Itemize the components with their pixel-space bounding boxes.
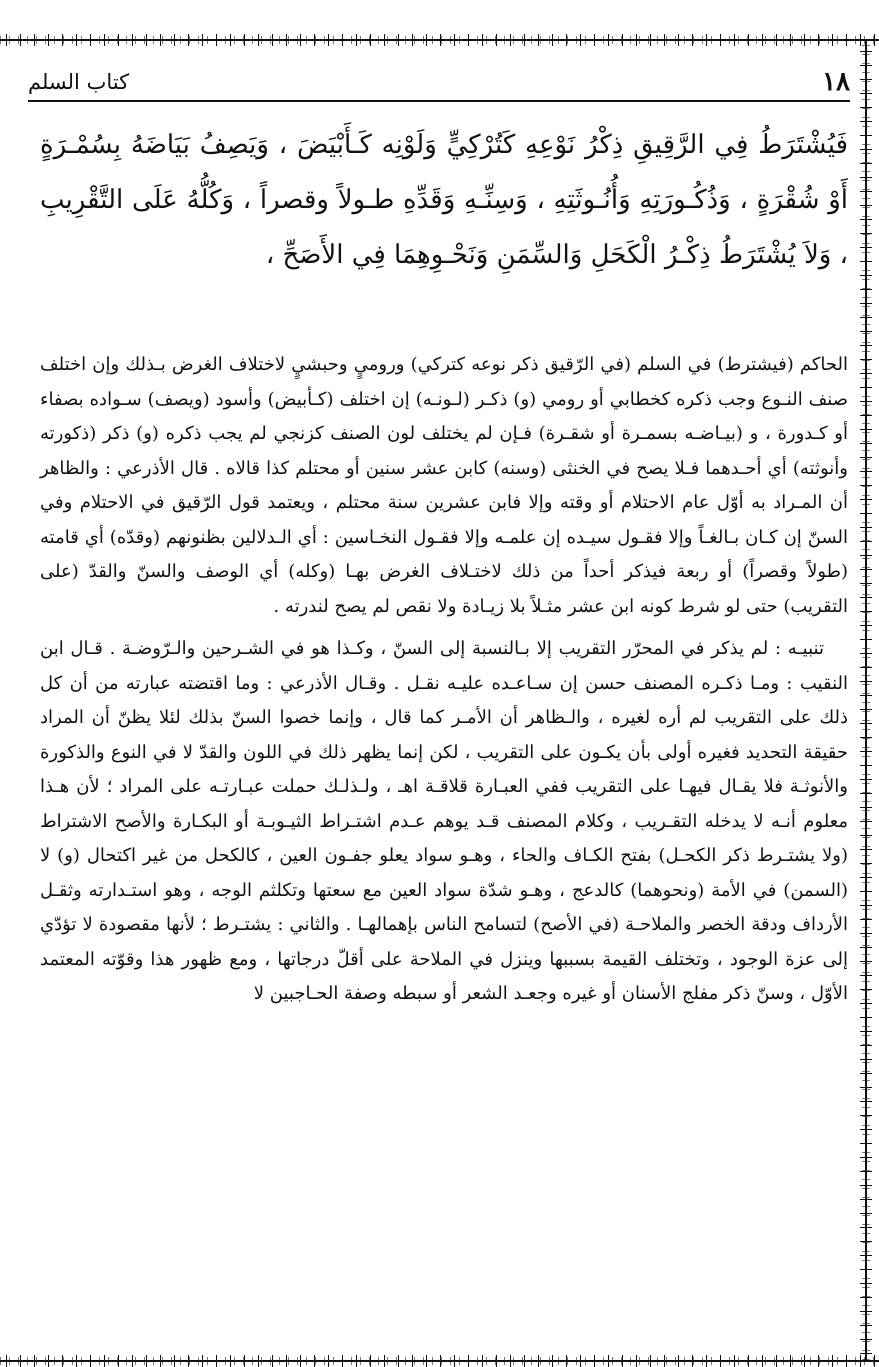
page-header: [28, 62, 850, 102]
decorative-border-top: [0, 34, 879, 46]
sharh-commentary: [40, 348, 848, 1012]
page-number: ١٨: [822, 67, 850, 97]
sharh-paragraph: الحاكم (فيشترط) في السلم (في الرّقيق ذكر نوعه كتركي) وروميٍ وحبشيٍ لاختلاف الغرض بـذلك وإن اختلف صنف النـوع وجب ذكره كخطابي أو رومي (و) ذكـر (لـونـه) إن اختلف (كـأبيض) وأسود (ويصف) سـواده بصفاء أو كـدورة ، و (بيـاضـه بسمـرة أو شقـرة) فـإن لم يختلف لون الصنف كزنجي لم يجب ذكره (و) ذكر (ذكورته وأنوثته) أي أحـدهما فـلا يصح في الخنثى (وسنه) كابن عشر سنين أو محتلم كذا قالاه . قال الأذرعي : والظاهر أن المـراد به أوّل عام الاحتلام أو وقته وإلا فابن عشرين سنة محتلم ، ويعتمد قول الرّقيق في الاحتلام وفي السنّ إن كـان بـالغـاً وإلا فقـول سيـده إن علمـه وإلا فقـول النخـاسين : أي الـدلالين بظنونهم (وقدّه) أي قامته (طولاً وقصراً) أو ربعة فيذكر أحداً من ذلك لاختـلاف الغرض بهـا (وكله) أي الوصف والسنّ والقدّ (على التقريب) حتى لو شرط كونه ابن عشر مثـلاً بلا زيـادة ولا نقص لم يصح لندرته .: [40, 354, 848, 617]
header-rule: [28, 100, 850, 102]
decorative-border-bottom: [0, 1355, 879, 1367]
matn-text: فَيُشْتَرَطُ فِي الرَّقِيقِ ذِكْرُ نَوْعِهِ كَتُرْكِيٍّ وَلَوْنِه كَـأَبْيَضَ ، وَيَصِفُ بَيَاضَهُ بِسُمْـرَةٍ أَوْ شُقْرَةٍ ، وَذُكُـورَتِهِ وَأُنُـوثَتِهِ ، وَسِنِّـهِ وَقَدِّهِ طـولاً وقصراً ، وَكُلُّهُ عَلَى التَّقْرِيبِ ، وَلاَ يُشْتَرَطُ ذِكْـرُ الْكَحَلِ وَالسِّمَنِ وَنَحْـوِهِمَا فِي الأَصَحِّ ،: [40, 130, 848, 270]
book-title: كتاب السلم: [28, 70, 130, 94]
decorative-border-right: [860, 40, 872, 1360]
sharh-paragraph-tanbih: تنبيـه : لم يذكر في المحرّر التقريب إلا بـالنسبة إلى السنّ ، وكـذا هو في الشـرحين والـرّوضـة . قـال ابن النقيب : ومـا ذكـره المصنف حسن إن سـاعـده عليـه نقـل . وقـال الأذرعي : وما اقتضته عبارته من أن كل ذلك على التقريب لم أره لغيره ، والـظاهر أن الأمـر كما قال ، وإنما خصوا السنّ بذلك لئلا يظنّ أن المراد حقيقة التحديد فغيره أولى بأن يكـون على التقريب ، لكن إنما يظهر ذلك في اللون والقدّ لا في النوع والذكورة والأنوثـة فلا يقـال فيهـا على التقريب ففي العبـارة قلاقـة اهـ ، ولـذلـك حملت عبـارتـه على المراد ؛ لأن هـذا معلوم أنـه لا يدخله التقـريب ، وكلام المصنف قـد يوهم عـدم اشتـراط الثيـوبـة أو البكـارة والأصح الاشتراط (ولا يشتـرط ذكر الكحـل) بفتح الكـاف والحاء ، وهـو سواد يعلو جفـون العين ، كالكحل من غير اكتحال (و) لا (السمن) في الأمة (ونحوهما) كالدعج ، وهـو شدّة سواد العين مع سعتها وتكلثم الوجه ، وهو استـدارته وثقـل الأرداف ودقة الخصر والملاحـة (في الأصح) لتسامح الناس بإهمالهـا . والثاني : يشتـرط ؛ لأنها مقصودة لا تؤدّي إلى عزة الوجود ، وتختلف القيمة بسببها وينزل في الملاحة على أقلّ درجاتها ، ومع ظهور هذا وقوّته المعتمد الأوّل ، وسنّ ذكر مفلج الأسنان أو غيره وجعـد الشعر أو سبطه وصفة الحـاجبين لا: [40, 638, 848, 1004]
